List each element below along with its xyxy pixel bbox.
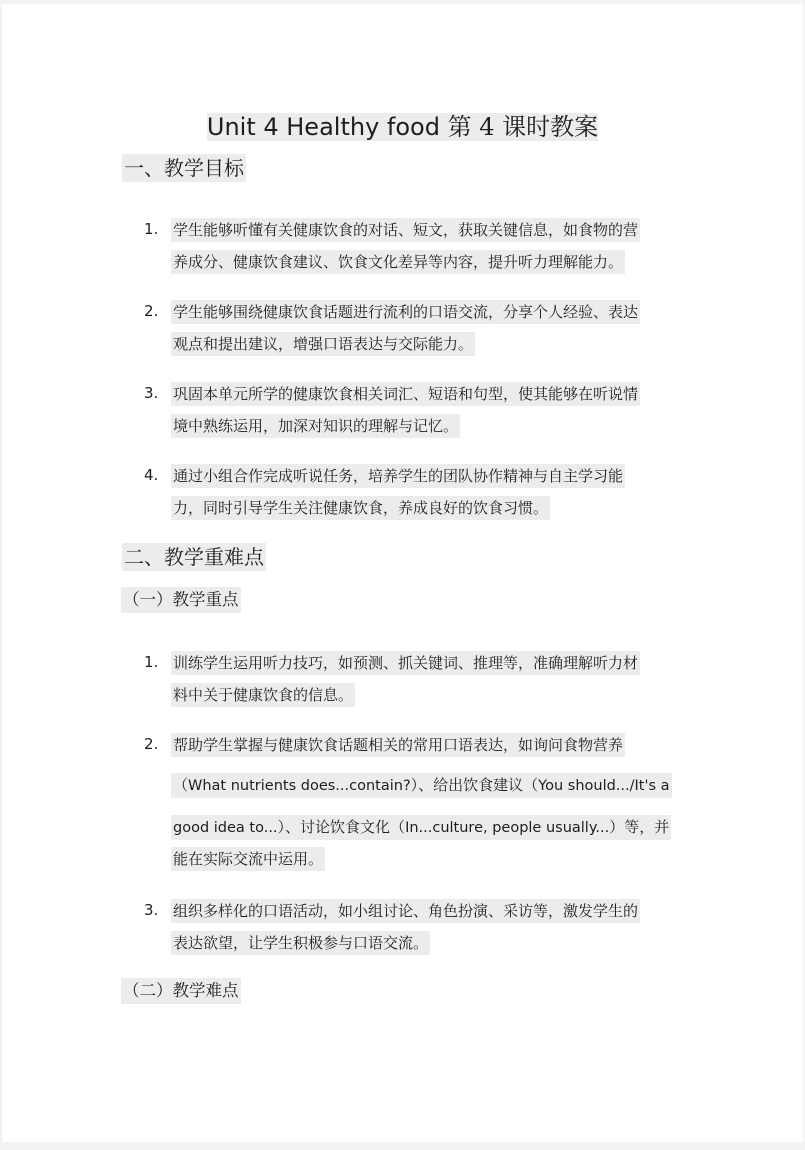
title-english: Unit 4 Healthy food	[206, 113, 440, 141]
objective-item-4: 4. 通过小组合作完成听说任务，培养学生的团队协作精神与自主学习能 力，同时引导学生关注健康饮食，养成良好的饮食习惯。	[144, 462, 684, 522]
section-heading-objectives: 一、教学目标	[124, 156, 244, 180]
section-heading-key-points: 二、教学重难点	[124, 545, 264, 569]
key-point-item-1: 1. 训练学生运用听力技巧，如预测、抓关键词、推理等，准确理解听力材 料中关于健康饮食的信息。	[144, 649, 684, 709]
objective-item-3: 3. 巩固本单元所学的健康饮食相关词汇、短语和句型，使其能够在听说情 境中熟练运用，加深对知识的理解与记忆。	[144, 380, 684, 440]
subsection-heading-key-points: （一）教学重点	[121, 587, 241, 613]
subsection-heading-difficulties: （二）教学难点	[121, 978, 241, 1004]
objective-item-1: 1. 学生能够听懂有关健康饮食的对话、短文，获取关键信息，如食物的营 养成分、健康饮食建议、饮食文化差异等内容，提升听力理解能力。	[144, 216, 684, 276]
key-point-item-3: 3. 组织多样化的口语活动，如小组讨论、角色扮演、采访等，激发学生的 表达欲望，让学生积极参与口语交流。	[144, 897, 684, 957]
objective-item-2: 2. 学生能够围绕健康饮食话题进行流利的口语交流，分享个人经验、表达 观点和提出建议，增强口语表达与交际能力。	[144, 298, 684, 358]
document-title	[0, 110, 805, 144]
key-point-item-2: 2. 帮助学生掌握与健康饮食话题相关的常用口语表达，如询问食物营养 （What nutrients does...contain?）、给出饮食建议（You should.../It's a good idea to...）、讨论饮食文化（In...culture, people usually...）等，并 能在实际交流中运用。	[144, 731, 684, 871]
title-chinese: 第 4 课时教案	[447, 113, 599, 141]
